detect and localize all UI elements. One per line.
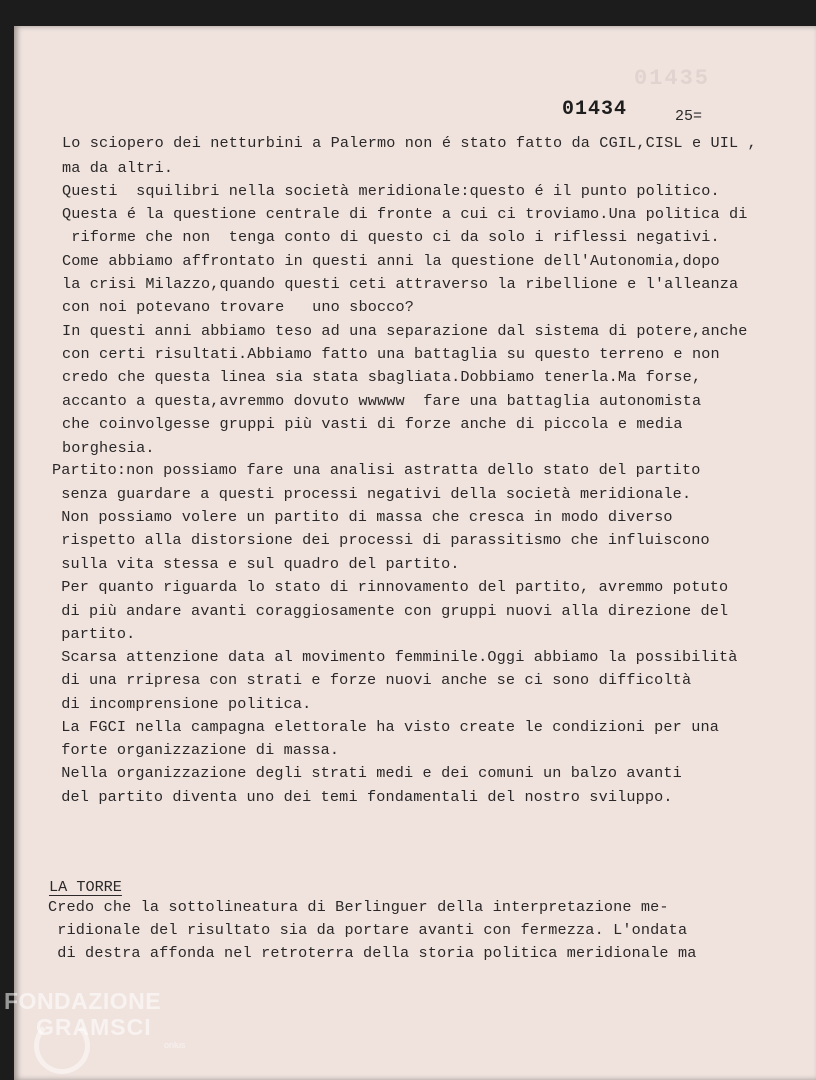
text-line: sulla vita stessa e sul quadro del partito. xyxy=(52,555,460,573)
watermark-line-3: onlus xyxy=(164,1040,186,1050)
page-number: 25= xyxy=(675,108,703,125)
text-line: accanto a questa,avremmo dovuto wwwww fare una battaglia autonomista xyxy=(62,392,702,410)
text-line: La FGCI nella campagna elettorale ha visto create le condizioni per una xyxy=(52,718,720,736)
text-line: borghesia. xyxy=(62,439,155,457)
text-line: forte organizzazione di massa. xyxy=(52,741,340,759)
g-logo-icon xyxy=(34,1018,90,1074)
text-line: Come abbiamo affrontato in questi anni la questione dell'Autonomia,dopo xyxy=(62,252,720,270)
text-line: senza guardare a questi processi negativi della società meridionale. xyxy=(52,485,692,503)
text-line: Partito:non possiamo fare una analisi astratta dello stato del partito xyxy=(52,461,701,479)
text-line: credo che questa linea sia stata sbagliata.Dobbiamo tenerla.Ma forse, xyxy=(62,368,702,386)
watermark-line-1: FONDAZIONE xyxy=(4,988,162,1014)
text-line: di destra affonda nel retroterra della storia politica meridionale ma xyxy=(48,944,697,962)
speaker-heading: LA TORRE xyxy=(49,878,122,896)
text-line: ridionale del risultato sia da portare avanti con fermezza. L'ondata xyxy=(48,921,688,939)
text-line: riforme che non tenga conto di questo ci da solo i riflessi negativi. xyxy=(62,228,720,246)
text-line: rispetto alla distorsione dei processi di parassitismo che influiscono xyxy=(52,531,710,549)
document-number: 01434 xyxy=(562,98,628,121)
text-line: del partito diventa uno dei temi fondamentali del nostro sviluppo. xyxy=(52,788,673,806)
text-line: di più andare avanti coraggiosamente con gruppi nuovi alla direzione del xyxy=(52,602,729,620)
text-line: Credo che la sottolineatura di Berlinguer della interpretazione me- xyxy=(48,898,669,916)
text-line: Non possiamo volere un partito di massa che cresca in modo diverso xyxy=(52,508,673,526)
text-line: di incomprensione politica. xyxy=(52,695,312,713)
text-line: Nella organizzazione degli strati medi e dei comuni un balzo avanti xyxy=(52,764,682,782)
foundation-watermark xyxy=(4,990,186,1050)
bleed-through-number: 01435 xyxy=(634,66,711,91)
text-line: Per quanto riguarda lo stato di rinnovamento del partito, avremmo potuto xyxy=(52,578,729,596)
text-line: In questi anni abbiamo teso ad una separazione dal sistema di potere,anche xyxy=(62,322,748,340)
text-line: ma da altri. xyxy=(62,159,174,177)
text-line: partito. xyxy=(52,625,136,643)
text-line: Scarsa attenzione data al movimento femminile.Oggi abbiamo la possibilità xyxy=(52,648,738,666)
document-page xyxy=(14,26,816,1080)
text-line: con noi potevano trovare uno sbocco? xyxy=(62,298,415,316)
text-line: Questa é la questione centrale di fronte a cui ci troviamo.Una politica di xyxy=(62,205,748,223)
text-line: che coinvolgesse gruppi più vasti di forze anche di piccola e media xyxy=(62,415,683,433)
text-line: la crisi Milazzo,quando questi ceti attraverso la ribellione e l'alleanza xyxy=(62,275,739,293)
text-line: Lo sciopero dei netturbini a Palermo non é stato fatto da CGIL,CISL e UIL , xyxy=(62,134,757,152)
watermark-line-2: GRAMSCI xyxy=(36,1014,152,1040)
text-line: Questi squilibri nella società meridionale:questo é il punto politico. xyxy=(62,182,720,200)
text-line: di una rripresa con strati e forze nuovi anche se ci sono difficoltà xyxy=(52,671,692,689)
text-line: con certi risultati.Abbiamo fatto una battaglia su questo terreno e non xyxy=(62,345,720,363)
